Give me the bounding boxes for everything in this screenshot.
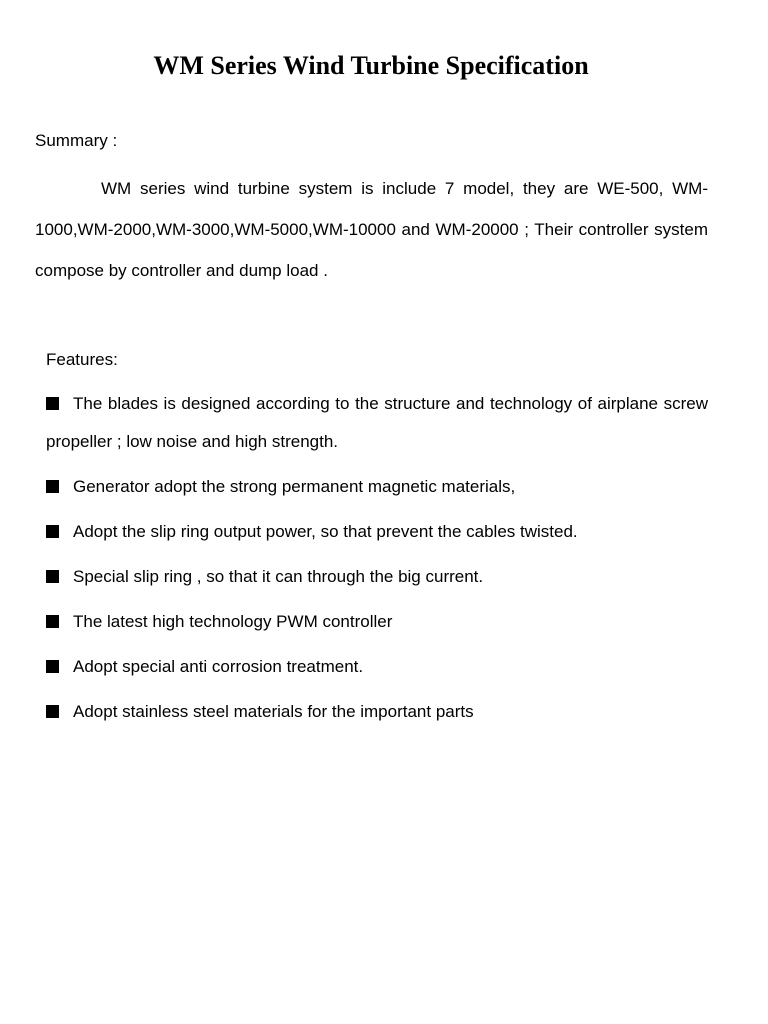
summary-paragraph: WM series wind turbine system is include 7 model, they are WE-500, WM-1000,WM-2000,WM-3000,WM-5000,WM-10000 and WM-20000 ; Their controller system compose by controller and dump load .: [35, 179, 708, 280]
square-bullet-icon: [46, 660, 59, 673]
feature-text: Generator adopt the strong permanent magnetic materials,: [73, 477, 516, 496]
feature-item: [46, 648, 708, 686]
square-bullet-icon: [46, 615, 59, 628]
square-bullet-icon: [46, 480, 59, 493]
document-title: WM Series Wind Turbine Specification: [153, 51, 589, 80]
square-bullet-icon: [46, 705, 59, 718]
feature-text: Adopt special anti corrosion treatment.: [73, 657, 364, 676]
square-bullet-icon: [46, 397, 59, 410]
square-bullet-icon: [46, 525, 59, 538]
feature-text: The blades is designed according to the structure and technology of airplane screw propeller ; low noise and high strength.: [46, 394, 708, 451]
features-list: [46, 385, 708, 738]
features-heading: Features:: [46, 350, 118, 369]
feature-item: [46, 513, 708, 551]
square-bullet-icon: [46, 570, 59, 583]
feature-item: [46, 693, 708, 731]
feature-item: [46, 603, 708, 641]
feature-text: Special slip ring , so that it can through the big current.: [73, 567, 484, 586]
feature-text: The latest high technology PWM controller: [73, 612, 393, 631]
feature-item: [46, 385, 708, 461]
feature-text: Adopt the slip ring output power, so that prevent the cables twisted.: [73, 522, 578, 541]
feature-item: [46, 468, 708, 506]
feature-text: Adopt stainless steel materials for the important parts: [73, 702, 474, 721]
summary-heading: Summary :: [35, 131, 118, 150]
feature-item: [46, 558, 708, 596]
